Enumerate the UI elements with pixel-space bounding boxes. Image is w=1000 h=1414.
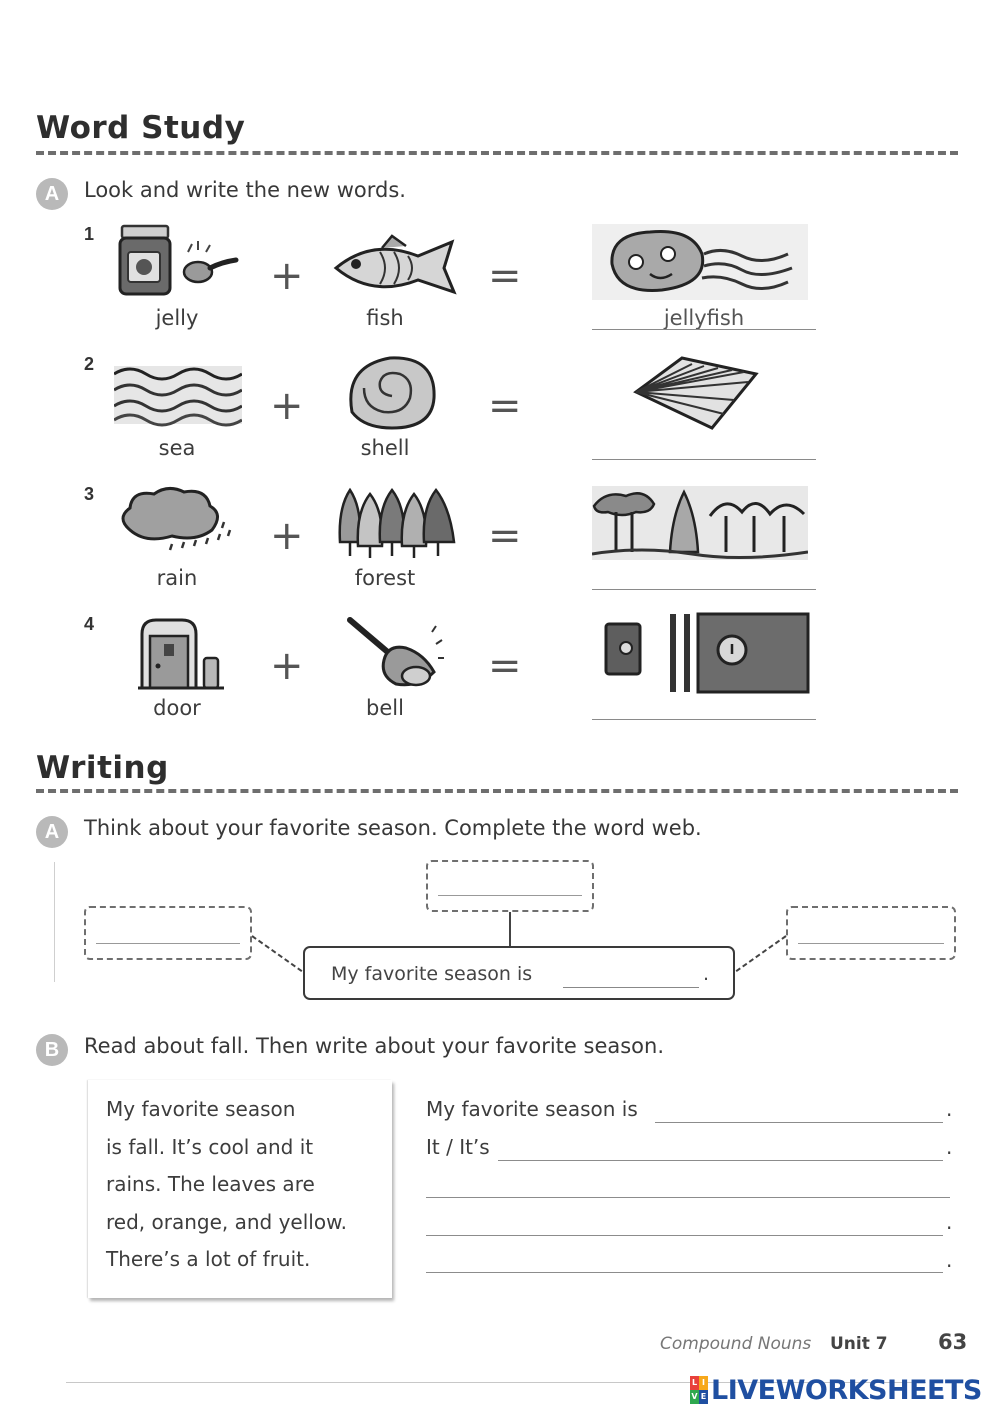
word-fish: fish (366, 306, 404, 330)
writing-title: Writing (36, 750, 169, 786)
plus-sign: + (270, 643, 304, 689)
period: . (946, 1097, 953, 1121)
model-line: There’s a lot of fruit. (106, 1247, 311, 1271)
plus-sign: + (270, 383, 304, 429)
model-line: red, orange, and yellow. (106, 1210, 347, 1234)
word-jelly: jelly (155, 306, 199, 330)
word-forest: forest (354, 566, 416, 590)
answer-jellyfish[interactable]: jellyfish (663, 306, 745, 330)
write-line-4[interactable] (426, 1235, 943, 1236)
footer-unit: Unit 7 (830, 1334, 888, 1354)
word-rain: rain (156, 566, 198, 590)
equals-sign: = (488, 383, 522, 429)
page-number: 63 (938, 1330, 968, 1354)
writing-a-badge: A (36, 816, 68, 848)
word-sea: sea (158, 436, 196, 460)
liveworksheets-logo (690, 1374, 982, 1406)
brand-name: LIVEWORKSHEETS (711, 1374, 982, 1406)
footer-subject: Compound Nouns (660, 1334, 812, 1354)
item-number: 3 (84, 484, 95, 504)
model-line: My favorite season (106, 1097, 296, 1121)
word-study-title: Word Study (36, 110, 246, 146)
center-sentence: My favorite season is (331, 963, 533, 985)
model-line: rains. The leaves are (106, 1172, 315, 1196)
equals-sign: = (488, 253, 522, 299)
center-period: . (703, 963, 710, 985)
word-web-instruction: Think about your favorite season. Complete the word web. (84, 816, 702, 840)
equals-sign: = (488, 643, 522, 689)
model-line: is fall. It’s cool and it (106, 1135, 314, 1159)
period: . (946, 1210, 953, 1234)
word-shell: shell (360, 436, 410, 460)
period: . (946, 1135, 953, 1159)
prompt-favorite-season: My favorite season is (426, 1097, 638, 1121)
word-web-center (303, 946, 735, 1000)
prompt-it: It / It’s (426, 1135, 490, 1159)
item-number: 1 (84, 224, 95, 244)
center-blank[interactable] (563, 987, 699, 988)
item-number: 2 (84, 354, 95, 374)
word-door: door (153, 696, 201, 720)
write-line-2[interactable] (498, 1160, 943, 1161)
equals-sign: = (488, 513, 522, 559)
write-line-3[interactable] (426, 1197, 950, 1198)
item-number: 4 (84, 614, 95, 634)
section-a-badge: A (36, 178, 68, 210)
liveworksheets-icon: L I V E (690, 1376, 708, 1404)
plus-sign: + (270, 253, 304, 299)
model-text-box (88, 1080, 392, 1298)
write-line-1[interactable] (655, 1122, 943, 1123)
period: . (946, 1248, 953, 1272)
write-line-5[interactable] (426, 1272, 943, 1273)
writing-b-badge: B (36, 1034, 68, 1066)
plus-sign: + (270, 513, 304, 559)
word-bell: bell (366, 696, 404, 720)
writing-b-instruction: Read about fall. Then write about your favorite season. (84, 1034, 665, 1058)
word-study-instruction: Look and write the new words. (84, 178, 406, 202)
